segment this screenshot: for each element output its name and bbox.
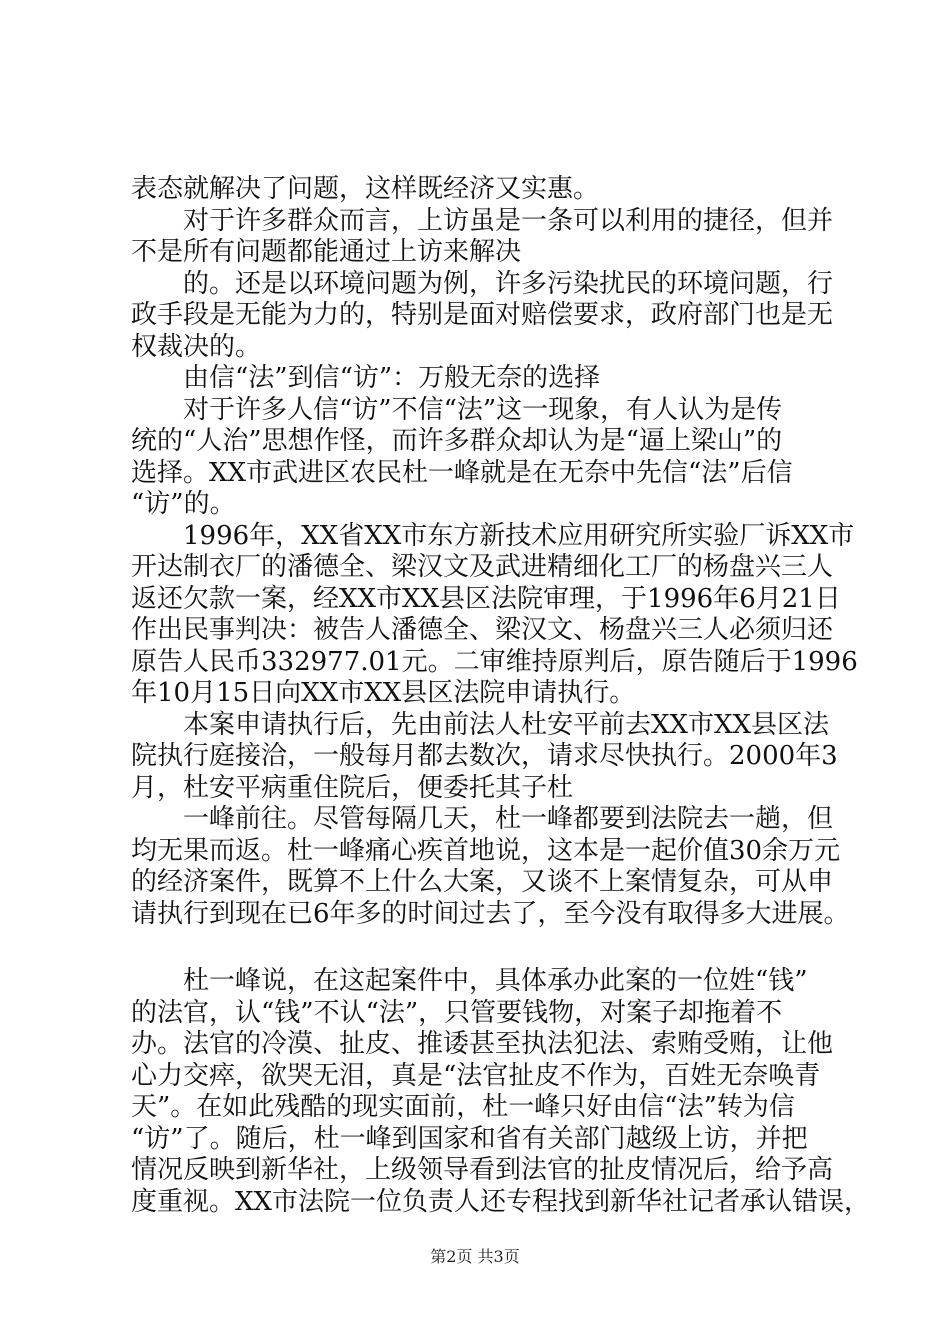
text-line: 开达制衣厂的潘德全、梁汉文及武进精细化工厂的杨盘兴三人 xyxy=(131,552,834,582)
text-line: 1996年，XX省XX市东方新技术应用研究所实验厂诉XX市 xyxy=(131,520,855,551)
text-line: 院执行庭接洽，一般每月都去数次，请求尽快执行。2000年3 xyxy=(131,741,838,771)
text-line: 月，杜安平病重住院后，便委托其子杜 xyxy=(131,772,574,803)
text-line: 返还欠款一案，经XX市XX县区法院审理，于1996年6月21日 xyxy=(131,583,841,614)
text-line: 心力交瘁，欲哭无泪，真是“法官扯皮不作为，百姓无奈唤青 xyxy=(131,1060,821,1091)
text-line: 选择。XX市武进区农民杜一峰就是在无奈中先信“法”后信 xyxy=(131,457,793,488)
text-line: 的法官，认“钱”不认“法”，只管要钱物，对案子却拖着不 xyxy=(131,997,783,1028)
text-line: 权裁决的。 xyxy=(131,331,262,362)
text-line: 表态就解决了问题，这样既经济又实惠。 xyxy=(131,174,600,204)
text-line: 对于许多群众而言，上访虽是一条可以利用的捷径，但并 xyxy=(131,205,834,236)
text-line: 请执行到现在已6年多的时间过去了，至今没有取得多大进展。 xyxy=(131,898,850,929)
text-line: 的经济案件，既算不上什么大案，又谈不上案情复杂，可从申 xyxy=(131,867,834,897)
text-line: 办。法官的冷漠、扯皮、推诿甚至执法犯法、索贿受贿，让他 xyxy=(131,1029,834,1059)
text-line: 年10月15日向XX市XX县区法院申请执行。 xyxy=(131,678,636,708)
text-line: 作出民事判决：被告人潘德全、梁汉文、杨盘兴三人必须归还 xyxy=(131,615,834,645)
page-footer: 第2页 共3页 xyxy=(430,1247,520,1266)
text-line: 的。还是以环境问题为例，许多污染扰民的环境问题，行 xyxy=(131,268,834,299)
text-line: 杜一峰说，在这起案件中，具体承办此案的一位姓“钱” xyxy=(131,966,808,996)
text-line: 对于许多人信“访”不信“法”这一现象，有人认为是传 xyxy=(131,394,783,425)
text-line: 天”。在如此残酷的现实面前，杜一峰只好由信“法”转为信 xyxy=(131,1092,795,1122)
section-heading: 由信“法”到信“访”：万般无奈的选择 xyxy=(131,363,601,393)
text-line: 统的“人治”思想作怪，而许多群众却认为是“逼上梁山”的 xyxy=(131,426,783,456)
text-line: 情况反映到新华社，上级领导看到法官的扯皮情况后，给予高 xyxy=(131,1155,834,1185)
text-line: “访”了。随后，杜一峰到国家和省有关部门越级上访，并把 xyxy=(131,1123,808,1154)
text-line: 本案申请执行后，先由前法人杜安平前去XX市XX县区法 xyxy=(131,709,830,740)
text-line: 度重视。XX市法院一位负责人还专程找到新华社记者承认错误， xyxy=(131,1186,871,1217)
text-line: 不是所有问题都能通过上访来解决 xyxy=(131,237,522,267)
text-line: “访”的。 xyxy=(131,489,236,519)
text-line: 政手段是无能为力的，特别是面对赔偿要求，政府部门也是无 xyxy=(131,300,834,330)
text-line: 一峰前往。尽管每隔几天，杜一峰都要到法院去一趟，但 xyxy=(131,804,834,834)
text-line: 均无果而返。杜一峰痛心疾首地说，这本是一起价值30余万元 xyxy=(131,835,841,866)
text-line: 原告人民币332977.01元。二审维持原判后，原告随后于1996 xyxy=(131,646,858,677)
